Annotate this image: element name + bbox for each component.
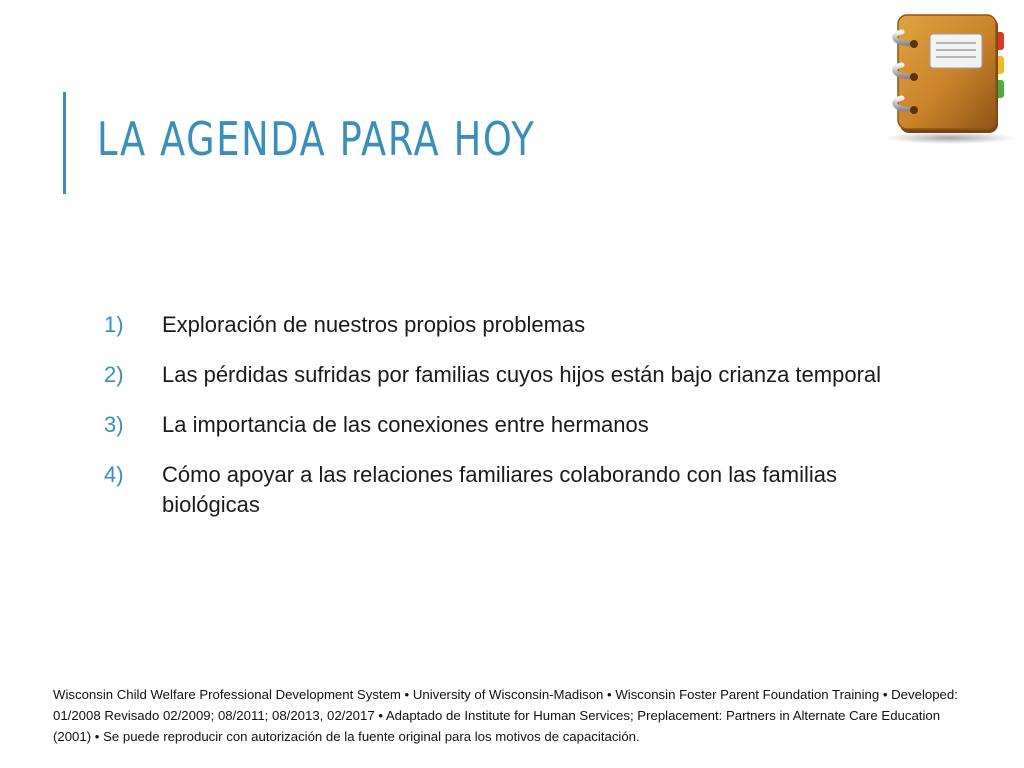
slide-title: LA AGENDA PARA HOY [97,112,536,166]
agenda-item-text: La importancia de las conexiones entre hermanos [162,412,649,437]
agenda-item-number: 4) [104,462,124,487]
agenda-item [104,360,904,390]
agenda-item-number: 1) [104,312,124,337]
agenda-item-number: 3) [104,412,124,437]
agenda-item [104,410,904,440]
agenda-item-text: Las pérdidas sufridas por familias cuyos hijos están bajo crianza temporal [162,362,882,387]
agenda-item-text: Cómo apoyar a las relaciones familiares colaborando con las familias biológicas [162,462,837,517]
agenda-item [104,310,904,340]
agenda-list [104,310,904,540]
agenda-item [104,460,904,520]
agenda-item-text: Exploración de nuestros propios problemas [162,312,586,337]
title-accent-bar [63,92,66,194]
agenda-item-number: 2) [104,362,124,387]
footer-credits: Wisconsin Child Welfare Professional Development System • University of Wisconsin-Madison • Wisconsin Foster Parent Foundation Training • Developed: 01/2008 Revisado 02/2009; 08/2011; 08/2013, 02/2017 • Adaptado de Institute for Human Services; Preplacement: Partners in Alternate Care Education (2001) • Se puede reproducir con autorización de la fuente original para los motivos de capacitación. [53,687,958,744]
notebook-icon [878,12,1018,147]
